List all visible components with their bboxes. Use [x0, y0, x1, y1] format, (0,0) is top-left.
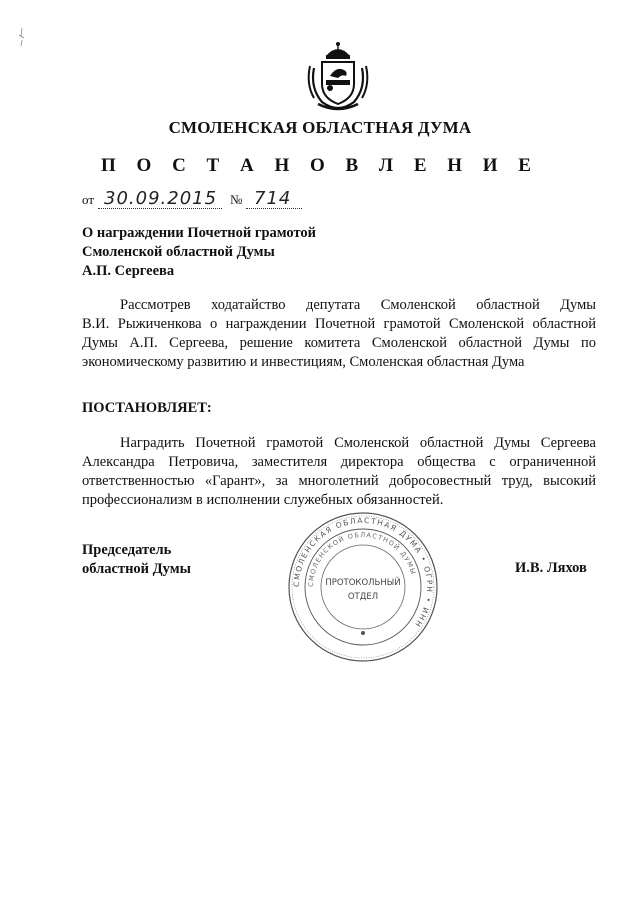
decision-line: ответственностью «Гарант», за многолетний добросовестный труд, высокий [82, 473, 596, 489]
preamble-paragraph [82, 296, 596, 372]
stamp-star-icon [361, 631, 365, 635]
stamp-inner-text: СМОЛЕНСКОЙ ОБЛАСТНОЙ ДУМЫ [306, 530, 418, 588]
position-line: Председатель [82, 542, 172, 558]
date-number-line [82, 186, 382, 212]
number-handwritten: 714 [254, 188, 292, 209]
decision-line: профессионализм в исполнении служебных обязанностей. [82, 492, 444, 508]
date-handwritten: 30.09.2015 [104, 188, 218, 209]
date-prefix: от [82, 192, 95, 207]
organization-name: СМОЛЕНСКАЯ ОБЛАСТНАЯ ДУМА [168, 118, 472, 137]
stamp-center-line: ПРОТОКОЛЬНЫЙ [325, 578, 401, 588]
position-line: областной Думы [82, 561, 191, 577]
coat-of-arms-emblem [300, 38, 376, 112]
document-subject [82, 224, 316, 281]
subject-line: А.П. Сергеева [82, 263, 175, 279]
signatory-position [82, 541, 191, 579]
decision-line: Александра Петровича, заместителя директора общества с ограниченной [82, 454, 596, 470]
subject-line: О награждении Почетной грамотой [82, 225, 317, 241]
number-prefix: № [230, 192, 243, 207]
subject-line: Смоленской областной Думы [82, 244, 275, 260]
preamble-line: Думы А.П. Сергеева, решение комитета Смоленской областной Думы по [82, 335, 596, 351]
decree-word: ПОСТАНОВЛЯЕТ: [82, 400, 212, 416]
official-stamp [283, 507, 443, 667]
preamble-line: Рассмотрев ходатайство депутата Смоленской областной Думы [120, 297, 596, 313]
decision-paragraph [82, 434, 596, 510]
preamble-line: В.И. Рыжиченкова о награждении Почетной грамотой Смоленской областной [82, 316, 596, 332]
scan-mark [16, 26, 28, 48]
preamble-line: экономическому развитию и инвестициям, Смоленская областная Дума [82, 354, 525, 370]
stamp-center-line: ОТДЕЛ [347, 592, 379, 602]
decision-line: Наградить Почетной грамотой Смоленской областной Думы Сергеева [120, 435, 596, 451]
document-type-title: П О С Т А Н О В Л Е Н И Е [101, 155, 539, 176]
stamp-outer-text: СМОЛЕНСКАЯ ОБЛАСТНАЯ ДУМА • ОГРН • ИНН [291, 515, 435, 630]
signatory-name: И.В. Ляхов [515, 560, 587, 576]
